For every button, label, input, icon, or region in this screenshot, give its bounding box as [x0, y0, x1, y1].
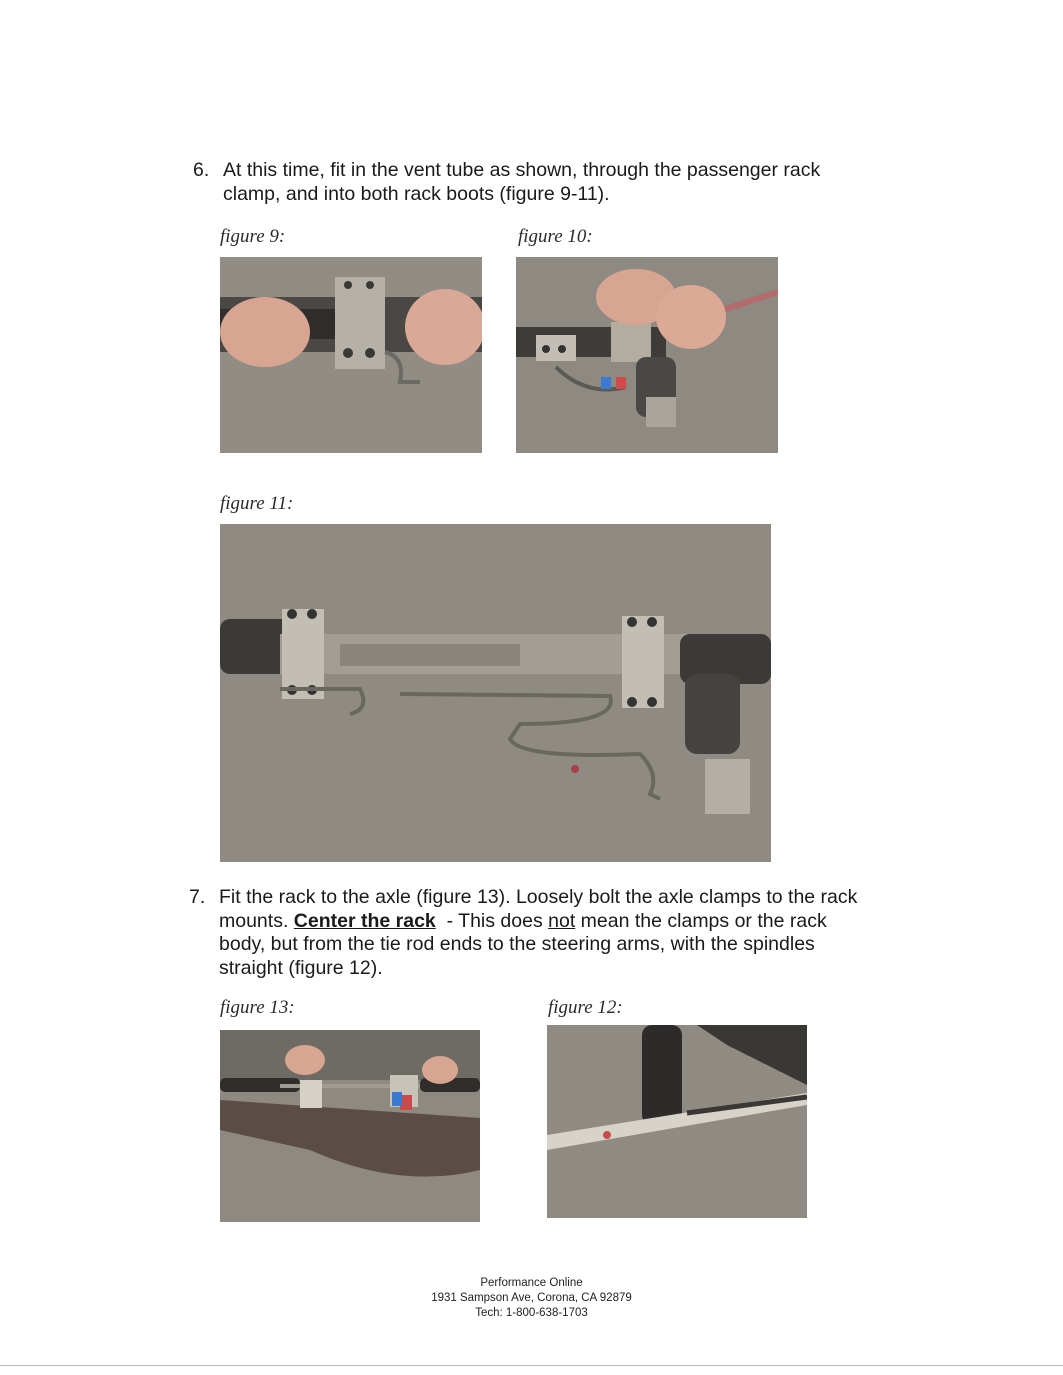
figure-12-caption: figure 12: — [548, 997, 623, 1018]
emphasis-not: not — [548, 909, 576, 932]
step-line: Fit the rack to the axle (figure 13). Loosely bolt the axle clamps to the rack — [219, 886, 858, 908]
step-line: straight (figure 12). — [219, 956, 383, 979]
step-line: body, but from the tie rod ends to the steering arms, with the spindles — [219, 933, 815, 955]
step-number: 7. — [189, 886, 206, 908]
step-7 — [189, 886, 909, 982]
figure-11-caption: figure 11: — [220, 493, 294, 514]
figure-10-photo — [516, 257, 778, 453]
figure-9-photo — [220, 257, 482, 453]
figure-13-photo — [220, 1030, 480, 1222]
figure-10-caption: figure 10: — [518, 226, 593, 247]
footer-tech-phone: Tech: 1-800-638-1703 — [475, 1307, 588, 1319]
step-text — [219, 886, 857, 980]
step-text-part: - This does — [435, 909, 549, 932]
footer — [0, 1276, 1063, 1321]
footer-company: Performance Online — [480, 1277, 583, 1289]
step-number: 6. — [193, 159, 210, 181]
figure-12-photo — [547, 1025, 807, 1218]
footer-address: 1931 Sampson Ave, Corona, CA 92879 — [431, 1292, 632, 1304]
step-6 — [193, 159, 893, 207]
step-line: At this time, fit in the vent tube as shown, through the passenger rack — [223, 159, 821, 181]
step-text-part: mounts. — [219, 909, 294, 932]
step-line: clamp, and into both rack boots (figure 9-11). — [223, 182, 610, 205]
step-text — [223, 159, 820, 206]
step-text-part: mean the clamps or the rack — [575, 909, 827, 932]
bottom-rule — [0, 1365, 1063, 1366]
step-line — [219, 910, 857, 934]
figure-11-photo — [220, 524, 771, 862]
figure-9-caption: figure 9: — [220, 226, 286, 247]
emphasis-center-the-rack: Center the rack — [293, 909, 436, 932]
figure-13-caption: figure 13: — [220, 997, 295, 1018]
